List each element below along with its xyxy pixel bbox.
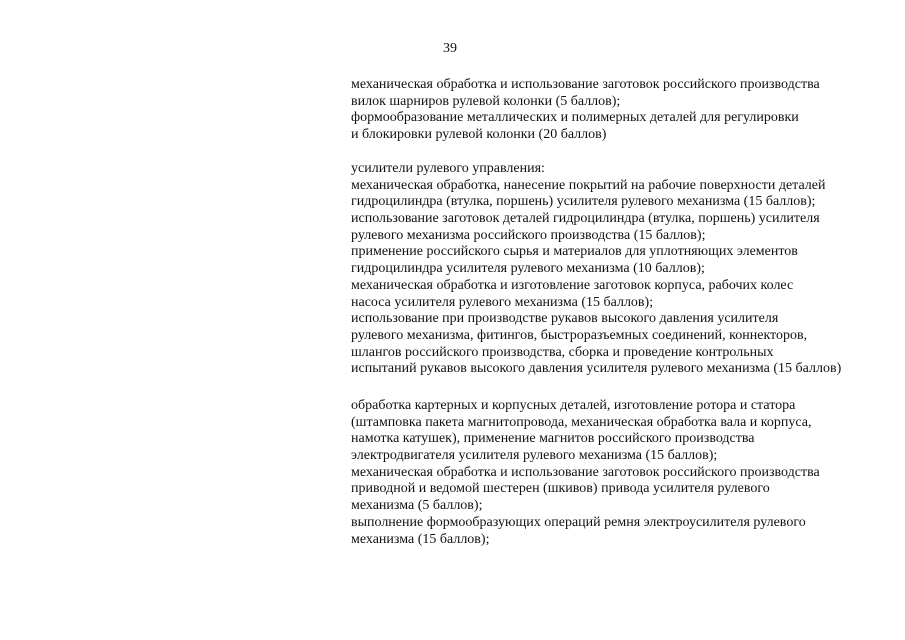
text-line: электродвигателя усилителя рулевого механизма (15 баллов); xyxy=(351,448,718,464)
section-heading: усилители рулевого управления: xyxy=(351,161,545,176)
text-line: рулевого механизма российского производства (15 баллов); xyxy=(351,227,706,243)
text-line: насоса усилителя рулевого механизма (15 баллов); xyxy=(351,294,654,310)
text-line: рулевого механизма, фитингов, быстроразъемных соединений, коннекторов, xyxy=(351,327,808,343)
text-line: шлангов российского производства, сборка и проведение контрольных xyxy=(351,344,774,360)
text-line: использование заготовок деталей гидроцилиндра (втулка, поршень) усилителя xyxy=(351,211,820,227)
text-line: намотка катушек), применение магнитов российского производства xyxy=(351,431,755,447)
text-line: (штамповка пакета магнитопровода, механическая обработка вала и корпуса, xyxy=(351,414,812,430)
text-block-electric-steering xyxy=(351,398,881,548)
text-line: применение российского сырья и материалов для уплотняющих элементов xyxy=(351,244,798,260)
text-line: гидроцилиндра усилителя рулевого механизма (10 баллов); xyxy=(351,261,705,277)
text-line: механизма (15 баллов); xyxy=(351,531,490,547)
text-block-steering-column xyxy=(351,77,881,144)
text-line: механическая обработка и использование заготовок российского производства xyxy=(351,464,820,480)
page-number: 39 xyxy=(443,41,457,56)
text-line: испытаний рукавов высокого давления усилителя рулевого механизма (15 баллов) xyxy=(351,361,842,377)
text-line: механическая обработка и изготовление заготовок корпуса, рабочих колес xyxy=(351,277,794,293)
text-line: формообразование металлических и полимерных деталей для регулировки xyxy=(351,110,799,126)
text-line: гидроцилиндра (втулка, поршень) усилителя рулевого механизма (15 баллов); xyxy=(351,194,816,210)
text-line: механизма (5 баллов); xyxy=(351,498,483,514)
text-line: использование при производстве рукавов высокого давления усилителя xyxy=(351,311,779,327)
text-line: и блокировки рулевой колонки (20 баллов) xyxy=(351,127,607,143)
text-line: обработка картерных и корпусных деталей, изготовление ротора и статора xyxy=(351,398,796,413)
text-line: вилок шарниров рулевой колонки (5 баллов); xyxy=(351,93,621,109)
text-line: приводной и ведомой шестерен (шкивов) привода усилителя рулевого xyxy=(351,481,770,497)
text-line: механическая обработка, нанесение покрытий на рабочие поверхности деталей xyxy=(351,177,826,193)
text-line: механическая обработка и использование заготовок российского производства xyxy=(351,77,820,92)
text-line: выполнение формообразующих операций ремня электроусилителя рулевого xyxy=(351,514,806,530)
text-block-power-steering xyxy=(351,161,881,378)
